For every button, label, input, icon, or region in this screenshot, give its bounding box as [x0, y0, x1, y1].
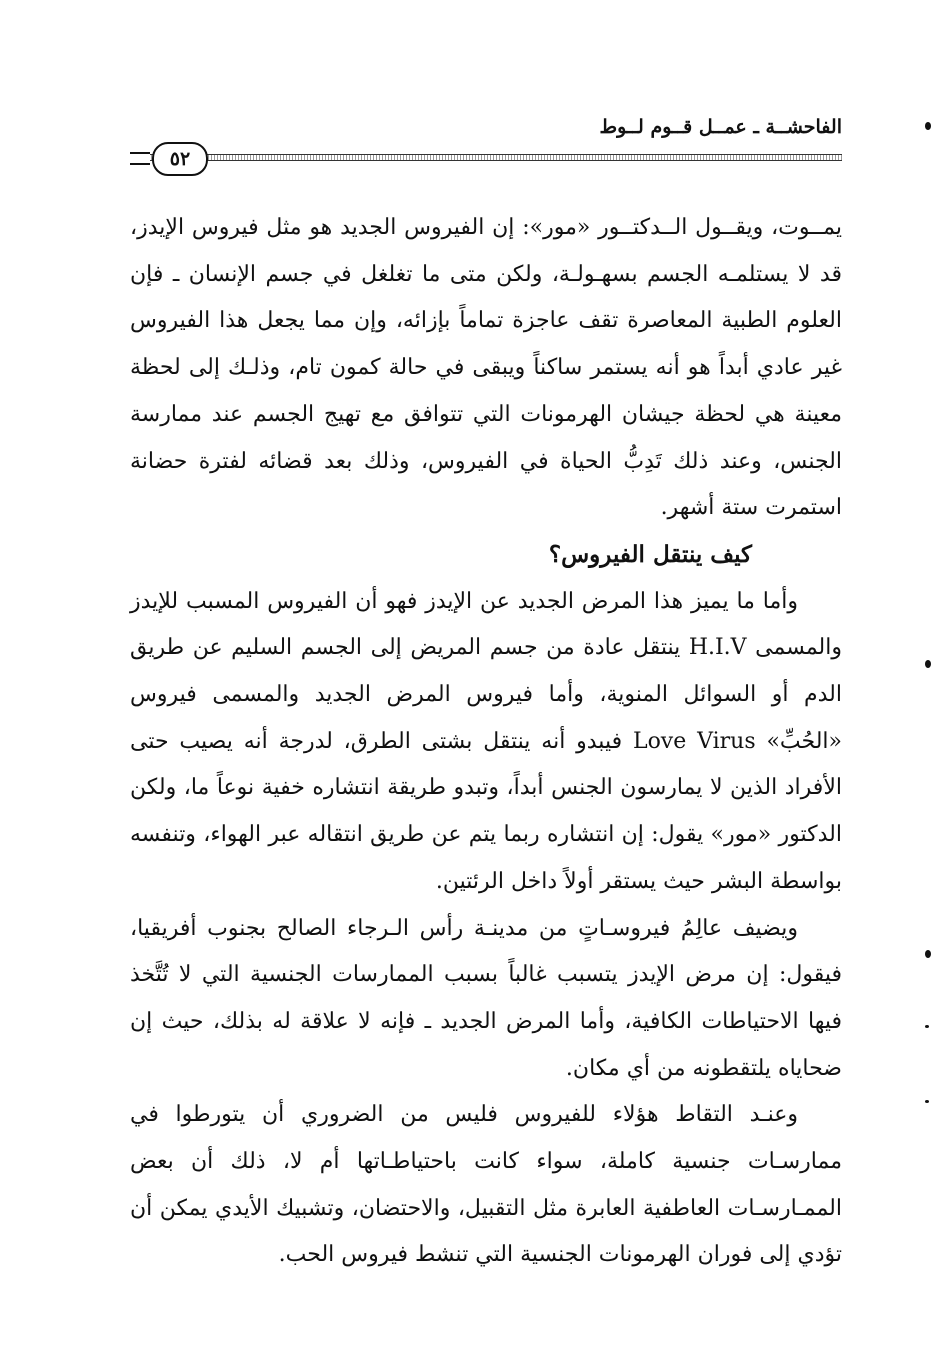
section-heading: كيف ينتقل الفيروس؟ [548, 540, 752, 568]
paragraph-3: ويضيف عالِمُ فيروسـاتٍ من مدينـة رأس الـرجاء الصالح بجنوب أفريقيا، فيقول: إن مرض الإيدز يتسبب غالباً بسبب الممارسات الجنسية التي لا تُتَّخذ فيها الاحتياطات الكافية، وأما المرض الجديد ـ فإنه لا علاقة له بذلك، حيث إن ضحاياه يلتقطونه من أي مكان. [130, 915, 842, 1081]
scan-mark-dot [925, 660, 931, 668]
scan-mark-dot [925, 122, 931, 130]
paragraph-4: وعنـد التقاط هؤلاء للفيروس فليس من الضروري أن يتورطوا في ممارسـات جنسية كاملة، سواء كانت باحتياطـاتها أم لا، ذلك أن بعض الممـارسـات العاطفية العابرة مثل التقبيل، والاحتضان، وتشبيك الأيدي يمكن أن تؤدي إلى فوران الهرمونات الجنسية التي تنشط فيروس الحب. [130, 1102, 842, 1268]
header-flourish-ornament [130, 152, 150, 165]
page-header [130, 112, 842, 176]
page-body [130, 205, 842, 1279]
paragraph-1: يمــوت، ويقــول الــدكتــور «مور»: إن الفيروس الجديد هو مثل فيروس الإيدز، قد لا يستلمـه الجسم بسهـولـة، ولكن متى ما تغلغل في جسم الإنسان ـ فإن العلوم الطبية المعاصرة تقف عاجزة تماماً بإزائه، وإن مما يجعل هذا الفيروس غير عادي أبداً هو أنه يستمر ساكناً ويبقى في حالة كمون تام، وذلـك إلى لحظة معينة هي لحظة جيشان الهرمونات التي تتوافق مع تهيج الجسم عند ممارسة الجنس، وعند ذلك تَدِبُّ الحياة في الفيروس، وذلك بعد قضائه لفترة حضانة استمرت ستة أشهر. [130, 215, 842, 521]
paragraph-2: وأما ما يميز هذا المرض الجديد عن الإيدز فهو أن الفيروس المسبب للإيدز والمسمى H.I.V ينتقل عادة من جسم المريض إلى الجسم السليم عن طريق الدم أو السوائل المنوية، وأما فيروس المرض الجديد والمسمى فيروس «الحُبِّ» Love Virus فيبدو أنه ينتقل بشتى الطرق، لدرجة أنه يصيب حتى الأفراد الذين لا يمارسون الجنس أبداً، وتبدو طريقة انتشاره خفية نوعاً ما، ولكن الدكتور «مور» يقول: إن انتشاره ربما يتم عن طريق انتقاله عبر الهواء، وتنفسه بواسطة البشر حيث يستقر أولاً داخل الرئتين. [130, 588, 842, 894]
scan-mark-dot [925, 950, 931, 958]
scan-mark-dot [925, 1100, 929, 1103]
header-rule [130, 154, 842, 161]
scan-mark-dot [925, 1025, 929, 1028]
page-number: ٥٢ [152, 142, 208, 176]
running-title: الفاحشــة ـ عمــل قــوم لــوط [599, 116, 842, 138]
